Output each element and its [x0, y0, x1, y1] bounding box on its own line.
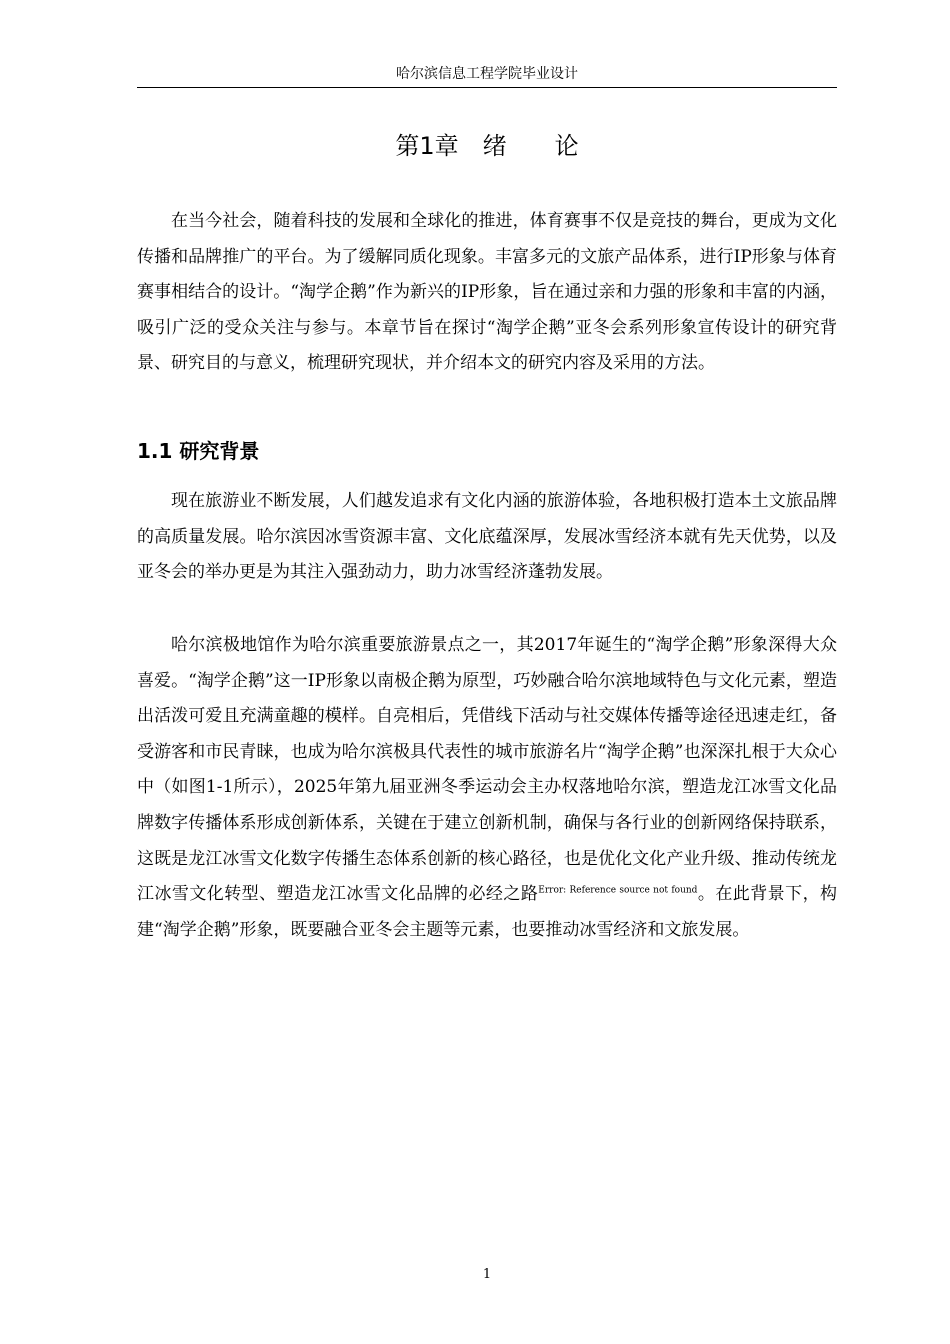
header-rule: [137, 87, 837, 88]
running-header: 哈尔滨信息工程学院毕业设计: [396, 66, 578, 82]
section-heading-1-1: 1.1 研究背景: [137, 439, 260, 463]
page-number: 1: [482, 1267, 492, 1282]
background-paragraph-2: [137, 628, 837, 948]
reference-error-superscript: Error: Reference source not found: [538, 885, 698, 896]
background-paragraph-2-text-b: 。在此背景下，构建“淘学企鹅”形象，既要融合亚冬会主题等元素，也要推动冰雪经济和文旅发展。: [137, 884, 838, 940]
background-paragraph-1: 现在旅游业不断发展，人们越发追求有文化内涵的旅游体验，各地积极打造本土文旅品牌的高质量发展。哈尔滨因冰雪资源丰富、文化底蕴深厚，发展冰雪经济本就有先天优势，以及亚冬会的举办更是为其注入强劲动力，助力冰雪经济蓬勃发展。: [137, 491, 837, 583]
chapter-title: 第1章 绪 论: [395, 132, 579, 160]
background-paragraph-2-text-a: 哈尔滨极地馆作为哈尔滨重要旅游景点之一，其2017年诞生的“淘学企鹅”形象深得大众喜爱。“淘学企鹅”这一IP形象以南极企鹅为原型，巧妙融合哈尔滨地域特色与文化元素，塑造出活泼可爱且充满童趣的模样。自亮相后，凭借线下活动与社交媒体传播等途径迅速走红，备受游客和市民青睐，也成为哈尔滨极具代表性的城市旅游名片“淘学企鹅”也深深扎根于大众心中（如图1-1所示），2025年第九届亚洲冬季运动会主办权落地哈尔滨，塑造龙江冰雪文化品牌数字传播体系形成创新体系，关键在于建立创新机制，确保与各行业的创新网络保持联系，这既是龙江冰雪文化数字传播生态体系创新的核心路径，也是优化文化产业升级、推动传统龙江冰雪文化转型、塑造龙江冰雪文化品牌的必经之路: [137, 635, 837, 905]
intro-paragraph: 在当今社会，随着科技的发展和全球化的推进，体育赛事不仅是竞技的舞台，更成为文化传播和品牌推广的平台。为了缓解同质化现象。丰富多元的文旅产品体系，进行IP形象与体育赛事相结合的设计。“淘学企鹅”作为新兴的IP形象，旨在通过亲和力强的形象和丰富的内涵，吸引广泛的受众关注与参与。本章节旨在探讨“淘学企鹅”亚冬会系列形象宣传设计的研究背景、研究目的与意义，梳理研究现状，并介绍本文的研究内容及采用的方法。: [137, 211, 837, 374]
